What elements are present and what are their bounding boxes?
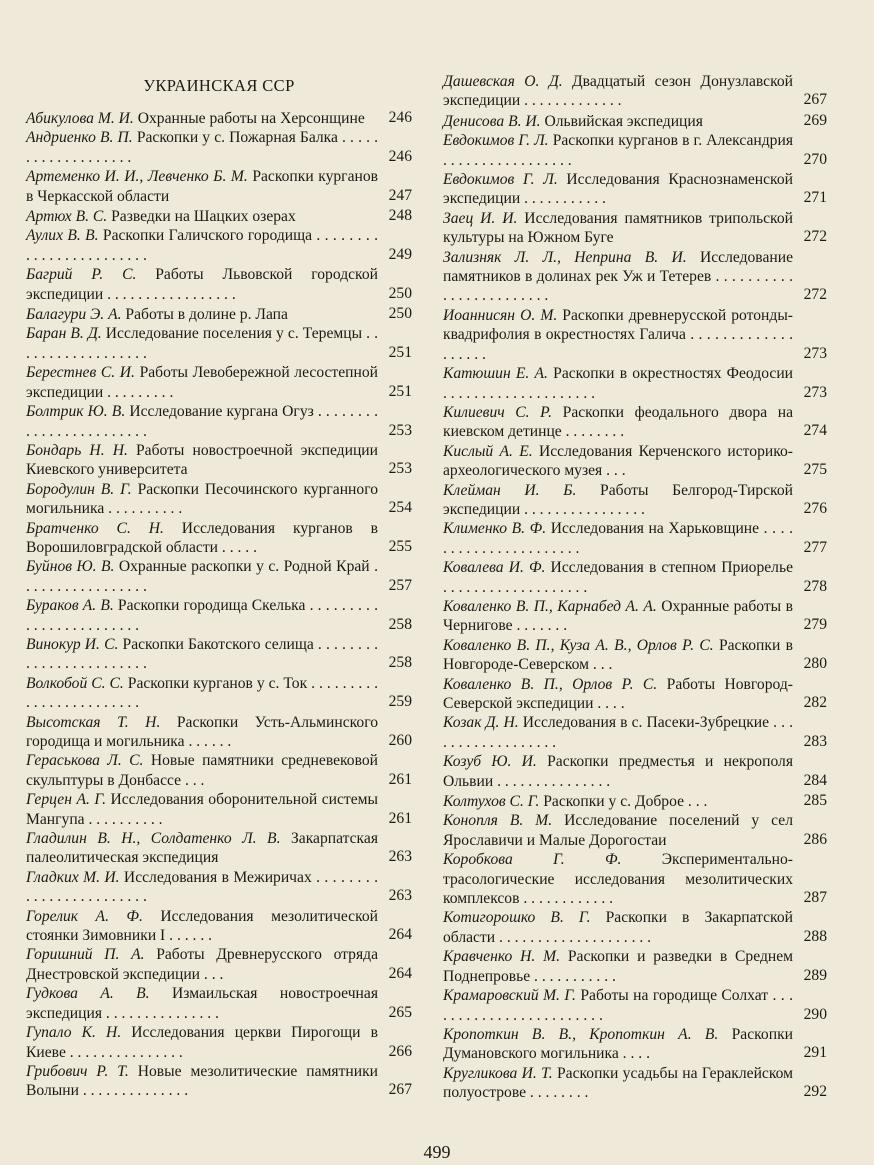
entry-text <box>26 167 378 206</box>
entry-text <box>443 306 793 364</box>
entry-text <box>443 1064 793 1103</box>
entry-authors: Евдокимов Г. Л. <box>443 171 558 189</box>
toc-entry <box>443 636 827 675</box>
entry-authors: Кропоткин В. В., Кропоткин А. В. <box>443 1025 719 1043</box>
entry-page-number: 246 <box>388 147 412 165</box>
toc-entry <box>443 791 827 811</box>
entry-text <box>443 947 793 986</box>
entry-title: Исследования Краснознаменской экспедиции . . . . . . . . . . . <box>443 171 793 208</box>
entry-authors: Коваленко В. П., Куза А. В., Орлов Р. С. <box>443 636 714 654</box>
entry-page-number: 285 <box>803 792 827 810</box>
entry-page-number: 260 <box>388 732 412 749</box>
entry-authors: Дашевская О. Д. <box>443 73 563 90</box>
entry-text <box>26 207 378 226</box>
entry-title: Исследования курганов в Ворошиловградской области . . . . . <box>26 519 378 556</box>
toc-entry <box>443 947 827 986</box>
entry-page-number: 289 <box>803 966 827 984</box>
toc-entry <box>443 850 827 908</box>
entry-text <box>443 908 793 947</box>
entry-authors: Берестнев С. И. <box>26 364 135 382</box>
entry-page-number: 254 <box>388 499 412 517</box>
entry-title: Раскопки курганов в г. Александрия . . . . . . . . . . . . . . . . . <box>443 132 793 169</box>
entry-authors: Абикулова М. И. <box>26 110 134 127</box>
toc-entry <box>443 131 827 170</box>
toc-entry <box>26 984 412 1023</box>
toc-entry <box>26 557 412 596</box>
entry-title: Двадцатый сезон Донузлавской экспедиции . . . . . . . . . . . . . <box>443 73 793 110</box>
entry-text <box>443 675 793 714</box>
entry-title: Исследование кургана Огуз . . . . . . . . . . . . . . . . . . . . . . . . <box>26 403 378 440</box>
toc-entry <box>26 1023 412 1062</box>
entry-authors: Колтухов С. Г. <box>443 793 540 811</box>
entry-text <box>26 868 378 907</box>
entry-text <box>443 792 793 811</box>
entry-authors: Буйнов Ю. В. <box>26 558 115 576</box>
toc-entry <box>443 72 827 111</box>
entry-title: Раскопки и разведки в Среднем Поднепровье . . . . . . . . . . . <box>443 948 794 985</box>
toc-entry <box>443 481 827 520</box>
entry-text <box>26 751 378 790</box>
entry-authors: Кислый А. Е. <box>443 442 533 460</box>
toc-entry <box>26 674 412 713</box>
entry-text <box>443 131 793 170</box>
entry-title: Работы Львовской городской экспедиции . . . . . . . . . . . . . . . . . <box>26 266 378 303</box>
entry-page-number: 251 <box>388 382 412 400</box>
entry-authors: Волкобой С. С. <box>26 674 124 692</box>
entry-title: Ольвийская экспедиция <box>540 112 703 130</box>
entry-page-number: 263 <box>388 848 412 866</box>
entry-title: Раскопки древнерусской ротонды-квадрифолия в окрестностях Галича . . . . . . . . . . . . . . . . . . . <box>443 306 793 363</box>
entry-page-number: 255 <box>388 537 412 555</box>
entry-text <box>26 324 378 363</box>
entry-text <box>26 305 378 324</box>
entry-title: Охранные работы в Чернигове . . . . . . . <box>443 597 793 635</box>
page-number: 499 <box>423 1142 451 1162</box>
toc-entry <box>443 811 827 850</box>
entry-text <box>26 480 378 519</box>
entry-page-number: 251 <box>388 343 412 361</box>
toc-entry <box>26 363 412 402</box>
entry-text <box>443 850 793 908</box>
entry-authors: Аулих В. В. <box>26 227 99 245</box>
entry-page-number: 283 <box>803 732 827 750</box>
entry-title: Работы в долине р. Лапа <box>121 306 288 324</box>
toc-entry <box>443 306 827 364</box>
toc-entry <box>26 1062 412 1101</box>
entry-text <box>443 519 793 558</box>
toc-entry <box>26 868 412 907</box>
entry-authors: Болтрик Ю. В. <box>26 403 126 421</box>
toc-entry <box>26 226 412 265</box>
entry-authors: Коваленко В. П., Карнабед А. А. <box>443 597 657 615</box>
entry-authors: Багрий Р. С. <box>26 266 137 284</box>
toc-entry <box>443 558 827 597</box>
entry-text <box>443 112 793 131</box>
toc-entry <box>443 442 827 481</box>
entry-text <box>443 1025 793 1064</box>
entry-title: Раскопки у с. Доброе . . . <box>539 793 708 811</box>
entry-page-number: 264 <box>388 964 412 982</box>
toc-entry <box>26 265 412 304</box>
entry-page-number: 263 <box>388 887 412 905</box>
entry-authors: Килиевич С. Р. <box>443 403 553 421</box>
entry-title: Исследования мезолитической стоянки Зимовники I . . . . . . <box>26 907 378 945</box>
entry-text <box>26 596 378 635</box>
entry-page-number: 280 <box>803 655 827 673</box>
entry-title: Исследование поселения у с. Теремцы . . . . . . . . . . . . . . . . . . <box>26 325 378 362</box>
entry-text <box>26 363 378 402</box>
entry-title: Работы Левобережной лесостепной экспедиции . . . . . . . . . <box>26 364 378 401</box>
entry-text <box>26 265 378 304</box>
toc-entry <box>443 675 827 714</box>
toc-entry <box>26 519 412 558</box>
entry-page-number: 261 <box>388 809 412 827</box>
entry-text <box>443 558 793 597</box>
entry-page-number: 261 <box>388 770 412 788</box>
entry-authors: Гудкова А. В. <box>26 985 150 1003</box>
entry-page-number: 279 <box>803 616 827 634</box>
entry-text <box>26 441 378 480</box>
entry-page-number: 273 <box>803 383 827 401</box>
entry-authors: Герцен А. Г. <box>26 791 106 809</box>
entry-authors: Клейман И. Б. <box>443 481 577 499</box>
entry-authors: Коробкова Г. Ф. <box>443 851 622 869</box>
entry-text <box>443 364 793 403</box>
entry-title: Исследование поселений у сел Ярославичи и Малые Дорогостаи <box>443 812 793 849</box>
entry-page-number: 250 <box>388 284 412 302</box>
entry-page-number: 258 <box>388 615 412 633</box>
toc-entry <box>26 596 412 635</box>
entry-text <box>26 945 378 984</box>
entry-page-number: 292 <box>803 1083 827 1101</box>
entry-authors: Гладких М. И. <box>26 868 120 886</box>
toc-entry <box>26 790 412 829</box>
entry-page-number: 282 <box>803 694 827 711</box>
toc-entry <box>443 986 827 1025</box>
entry-text <box>443 811 793 850</box>
entry-authors: Катюшин Е. А. <box>443 365 548 383</box>
entry-authors: Денисова В. И. <box>443 112 541 130</box>
entry-page-number: 265 <box>388 1003 412 1021</box>
entry-authors: Грибович Р. Т. <box>26 1062 129 1080</box>
toc-entry <box>26 108 412 128</box>
toc-entry <box>26 945 412 984</box>
entry-title: Работы Древнерусского отряда Днестровской экспедиции . . . <box>26 946 378 983</box>
entry-title: Раскопки в Новгороде-Северском . . . <box>443 636 793 674</box>
entry-title: Раскопки Песочинского курганного могильника . . . . . . . . . . <box>26 480 379 518</box>
entry-title: Раскопки предместья и некрополя Ольвии . . . . . . . . . . . . . . . <box>443 753 793 790</box>
entry-authors: Горелик А. Ф. <box>26 907 143 925</box>
entry-text <box>443 248 793 306</box>
toc-entry <box>26 751 412 790</box>
entry-page-number: 253 <box>388 421 412 439</box>
toc-entry <box>443 519 827 558</box>
entry-title: Охранные раскопки у с. Родной Край . . . . . . . . . . . . . . . . . <box>26 558 378 595</box>
entry-authors: Горишний П. А. <box>26 946 145 964</box>
entry-title: Экспериментально-трасологические исследования мезолитических комплексов . . . . . . . . . . . . <box>443 851 794 908</box>
entry-page-number: 250 <box>388 305 412 323</box>
entry-title: Раскопки курганов у с. Ток . . . . . . . . . . . . . . . . . . . . . . . . <box>26 674 379 712</box>
entry-text <box>443 170 793 209</box>
entry-page-number: 275 <box>803 461 827 479</box>
entry-title: Работы новостроечной экспедиции Киевского университета <box>26 441 378 479</box>
entry-text <box>26 674 378 713</box>
entry-page-number: 246 <box>388 109 412 126</box>
entry-title: Разведки на Шацких озерах <box>107 208 296 226</box>
entry-text <box>26 1023 378 1062</box>
entry-title: Исследования Керченского историко-археологического музея . . . <box>443 442 794 480</box>
entry-page-number: 276 <box>803 499 827 517</box>
entry-text <box>26 829 378 868</box>
entry-title: Раскопки городища Скелька . . . . . . . . . . . . . . . . . . . . . . . . <box>26 597 378 634</box>
left-column <box>26 72 412 1101</box>
entry-title: Раскопки Галичского городища . . . . . . . . . . . . . . . . . . . . . . . . <box>26 227 378 264</box>
entry-text <box>26 635 378 674</box>
toc-entry <box>443 713 827 752</box>
entry-title: Раскопки Бакотского селища . . . . . . . . . . . . . . . . . . . . . . . . <box>26 635 378 673</box>
entry-title: Работы Белгород-Тирской экспедиции . . . . . . . . . . . . . . . . <box>443 481 793 518</box>
entry-title: Раскопки в Закарпатской области . . . . . . . . . . . . . . . . . . . . <box>443 909 793 946</box>
entry-text <box>26 557 378 596</box>
toc-entry <box>26 441 412 480</box>
entry-authors: Артюх В. С. <box>26 208 108 226</box>
entry-page-number: 278 <box>803 577 827 595</box>
toc-entry <box>26 480 412 519</box>
entry-page-number: 247 <box>388 186 412 204</box>
entry-authors: Ковалева И. Ф. <box>443 559 546 577</box>
entry-text <box>26 402 378 441</box>
entry-page-number: 270 <box>803 150 827 168</box>
entry-text <box>26 907 378 946</box>
entry-authors: Гераськова Л. С. <box>26 752 144 770</box>
toc-entry <box>26 713 412 752</box>
left-entry-list <box>26 108 412 1101</box>
entry-authors: Клименко В. Ф. <box>443 520 547 538</box>
entry-authors: Иоаннисян О. М. <box>443 306 558 324</box>
entry-authors: Гупало К. Н. <box>26 1024 122 1042</box>
entry-page-number: 277 <box>803 538 827 556</box>
entry-authors: Заец И. И. <box>443 209 518 227</box>
entry-title: Закарпатская палеолитическая экспедиция <box>26 830 378 867</box>
entry-text <box>26 226 378 265</box>
entry-page-number: 284 <box>803 771 827 789</box>
toc-entry <box>26 829 412 868</box>
entry-title: Раскопки в окрестностях Феодосии . . . . . . . . . . . . . . . . . . . . <box>443 365 794 402</box>
toc-entry <box>26 324 412 363</box>
entry-authors: Кругликова И. Т. <box>443 1064 553 1082</box>
entry-title: Исследования оборонительной системы Мангупа . . . . . . . . . . <box>26 791 378 828</box>
entry-text <box>443 403 793 442</box>
entry-authors: Винокур И. С. <box>26 635 119 653</box>
entry-authors: Артеменко И. И., Левченко Б. М. <box>26 168 248 186</box>
toc-entry <box>443 403 827 442</box>
entry-authors: Высотская Т. Н. <box>26 713 161 731</box>
entry-title: Раскопки усадьбы на Гераклейском полуострове . . . . . . . . <box>443 1064 793 1102</box>
toc-entry <box>443 209 827 248</box>
entry-page-number: 257 <box>388 576 412 594</box>
entry-authors: Бондарь Н. Н. <box>26 441 128 459</box>
toc-entry <box>26 128 412 167</box>
entry-authors: Крамаровский М. Г. <box>443 987 576 1005</box>
entry-page-number: 290 <box>803 1005 827 1023</box>
entry-page-number: 273 <box>803 344 827 362</box>
entry-authors: Андриенко В. П. <box>26 129 133 147</box>
entry-authors: Козак Д. Н. <box>443 714 519 732</box>
entry-page-number: 272 <box>803 228 827 246</box>
entry-title: Раскопки феодального двора на киевском детинце . . . . . . . . <box>443 403 793 441</box>
entry-page-number: 253 <box>388 460 412 478</box>
entry-text <box>26 1062 378 1101</box>
entry-authors: Балагури Э. А. <box>26 306 122 324</box>
entry-text <box>443 72 793 111</box>
entry-title: Исследование памятников в долинах рек Уж и Тетерев . . . . . . . . . . . . . . . . . . . . . . . . <box>443 248 793 305</box>
entry-page-number: 272 <box>803 286 827 304</box>
right-entry-list <box>443 72 827 1103</box>
entry-title: Исследования церкви Пирогощи в Киеве . . . . . . . . . . . . . . . <box>26 1024 379 1061</box>
toc-entry <box>443 597 827 636</box>
entry-text <box>443 713 793 752</box>
entry-authors: Козуб Ю. И. <box>443 753 537 771</box>
entry-authors: Зализняк Л. Л., Неприна В. И. <box>443 248 687 266</box>
entry-title: Исследования в степном Приорелье . . . . . . . . . . . . . . . . . . . <box>443 559 794 596</box>
toc-entry <box>26 907 412 946</box>
entry-title: Исследования на Харьковщине . . . . . . . . . . . . . . . . . . . . . . <box>443 520 794 557</box>
entry-authors: Конопля В. М. <box>443 812 553 830</box>
entry-authors: Бураков А. В. <box>26 597 114 615</box>
entry-page-number: 264 <box>388 926 412 944</box>
toc-entry <box>443 908 827 947</box>
entry-text <box>26 109 378 128</box>
entry-page-number: 267 <box>388 1081 412 1099</box>
toc-entry <box>443 752 827 791</box>
toc-entry <box>26 206 412 226</box>
entry-text <box>26 128 378 167</box>
entry-title: Новые памятники средневековой скульптуры в Донбассе . . . <box>26 752 378 789</box>
entry-authors: Котигорошко В. Г. <box>443 909 591 927</box>
toc-entry <box>443 248 827 306</box>
entry-page-number: 291 <box>803 1044 827 1062</box>
entry-title: Исследования в с. Пасеки-Зубрецкие . . . . . . . . . . . . . . . . . . <box>443 714 794 751</box>
entry-authors: Баран В. Д. <box>26 325 102 343</box>
entry-text <box>26 984 378 1023</box>
entry-page-number: 274 <box>803 422 827 440</box>
entry-text <box>26 519 378 558</box>
entry-title: Работы на городище Солхат . . . . . . . . . . . . . . . . . . . . . . . . <box>443 987 793 1024</box>
section-title: УКРАИНСКАЯ ССР <box>143 76 295 95</box>
toc-entry <box>26 167 412 206</box>
entry-authors: Евдокимов Г. Л. <box>443 132 549 150</box>
entry-title: Работы Новгород-Северской экспедиции . . . . <box>443 675 793 712</box>
entry-title: Охранные работы на Херсонщине <box>133 110 365 127</box>
entry-page-number: 249 <box>388 245 412 263</box>
entry-title: Новые мезолитические памятники Волыни . . . . . . . . . . . . . . <box>26 1062 378 1100</box>
entry-page-number: 259 <box>388 693 412 711</box>
entry-authors: Бородулин В. Г. <box>26 480 132 498</box>
entry-text <box>443 752 793 791</box>
entry-title: Исследования в Межиричах . . . . . . . . . . . . . . . . . . . . . . . . <box>26 868 378 906</box>
toc-entry <box>443 364 827 403</box>
toc-entry <box>443 170 827 209</box>
entry-text <box>443 986 793 1025</box>
entry-title: Раскопки Усть-Альминского городища и могильника . . . . . . <box>26 713 378 750</box>
toc-entry <box>443 111 827 131</box>
entry-page-number: 266 <box>388 1042 412 1060</box>
entry-text <box>443 481 793 520</box>
entry-page-number: 271 <box>803 189 827 207</box>
entry-title: Измаильская новостроечная экспедиция . . . . . . . . . . . . . . . <box>26 985 378 1022</box>
entry-text <box>443 636 793 675</box>
entry-title: Раскопки Думановского могильника . . . . <box>443 1025 793 1063</box>
entry-text <box>26 713 378 752</box>
toc-entry <box>26 635 412 674</box>
right-column <box>443 72 827 1103</box>
toc-entry <box>443 1064 827 1103</box>
toc-entry <box>26 402 412 441</box>
toc-entry <box>443 1025 827 1064</box>
entry-page-number: 269 <box>803 111 827 129</box>
entry-authors: Кравченко Н. М. <box>443 948 561 966</box>
entry-page-number: 248 <box>388 207 412 225</box>
entry-title: Раскопки у с. Пожарная Балка . . . . . . . . . . . . . . . . . . . <box>26 129 378 166</box>
entry-authors: Коваленко В. П., Орлов Р. С. <box>443 675 658 693</box>
entry-title: Исследования памятников трипольской культуры на Южном Буге <box>443 209 793 247</box>
entry-page-number: 258 <box>388 654 412 672</box>
entry-text <box>443 597 793 636</box>
entry-text <box>443 442 793 481</box>
entry-text <box>26 790 378 829</box>
entry-page-number: 267 <box>803 91 827 109</box>
entry-title: Раскопки курганов в Черкасской области <box>26 168 378 205</box>
entry-text <box>443 209 793 248</box>
toc-entry <box>26 304 412 324</box>
entry-authors: Братченко С. Н. <box>26 519 164 537</box>
entry-page-number: 288 <box>803 927 827 945</box>
entry-page-number: 287 <box>803 889 827 907</box>
entry-page-number: 286 <box>803 830 827 848</box>
entry-authors: Гладилин В. Н., Солдатенко Л. В. <box>26 830 281 848</box>
